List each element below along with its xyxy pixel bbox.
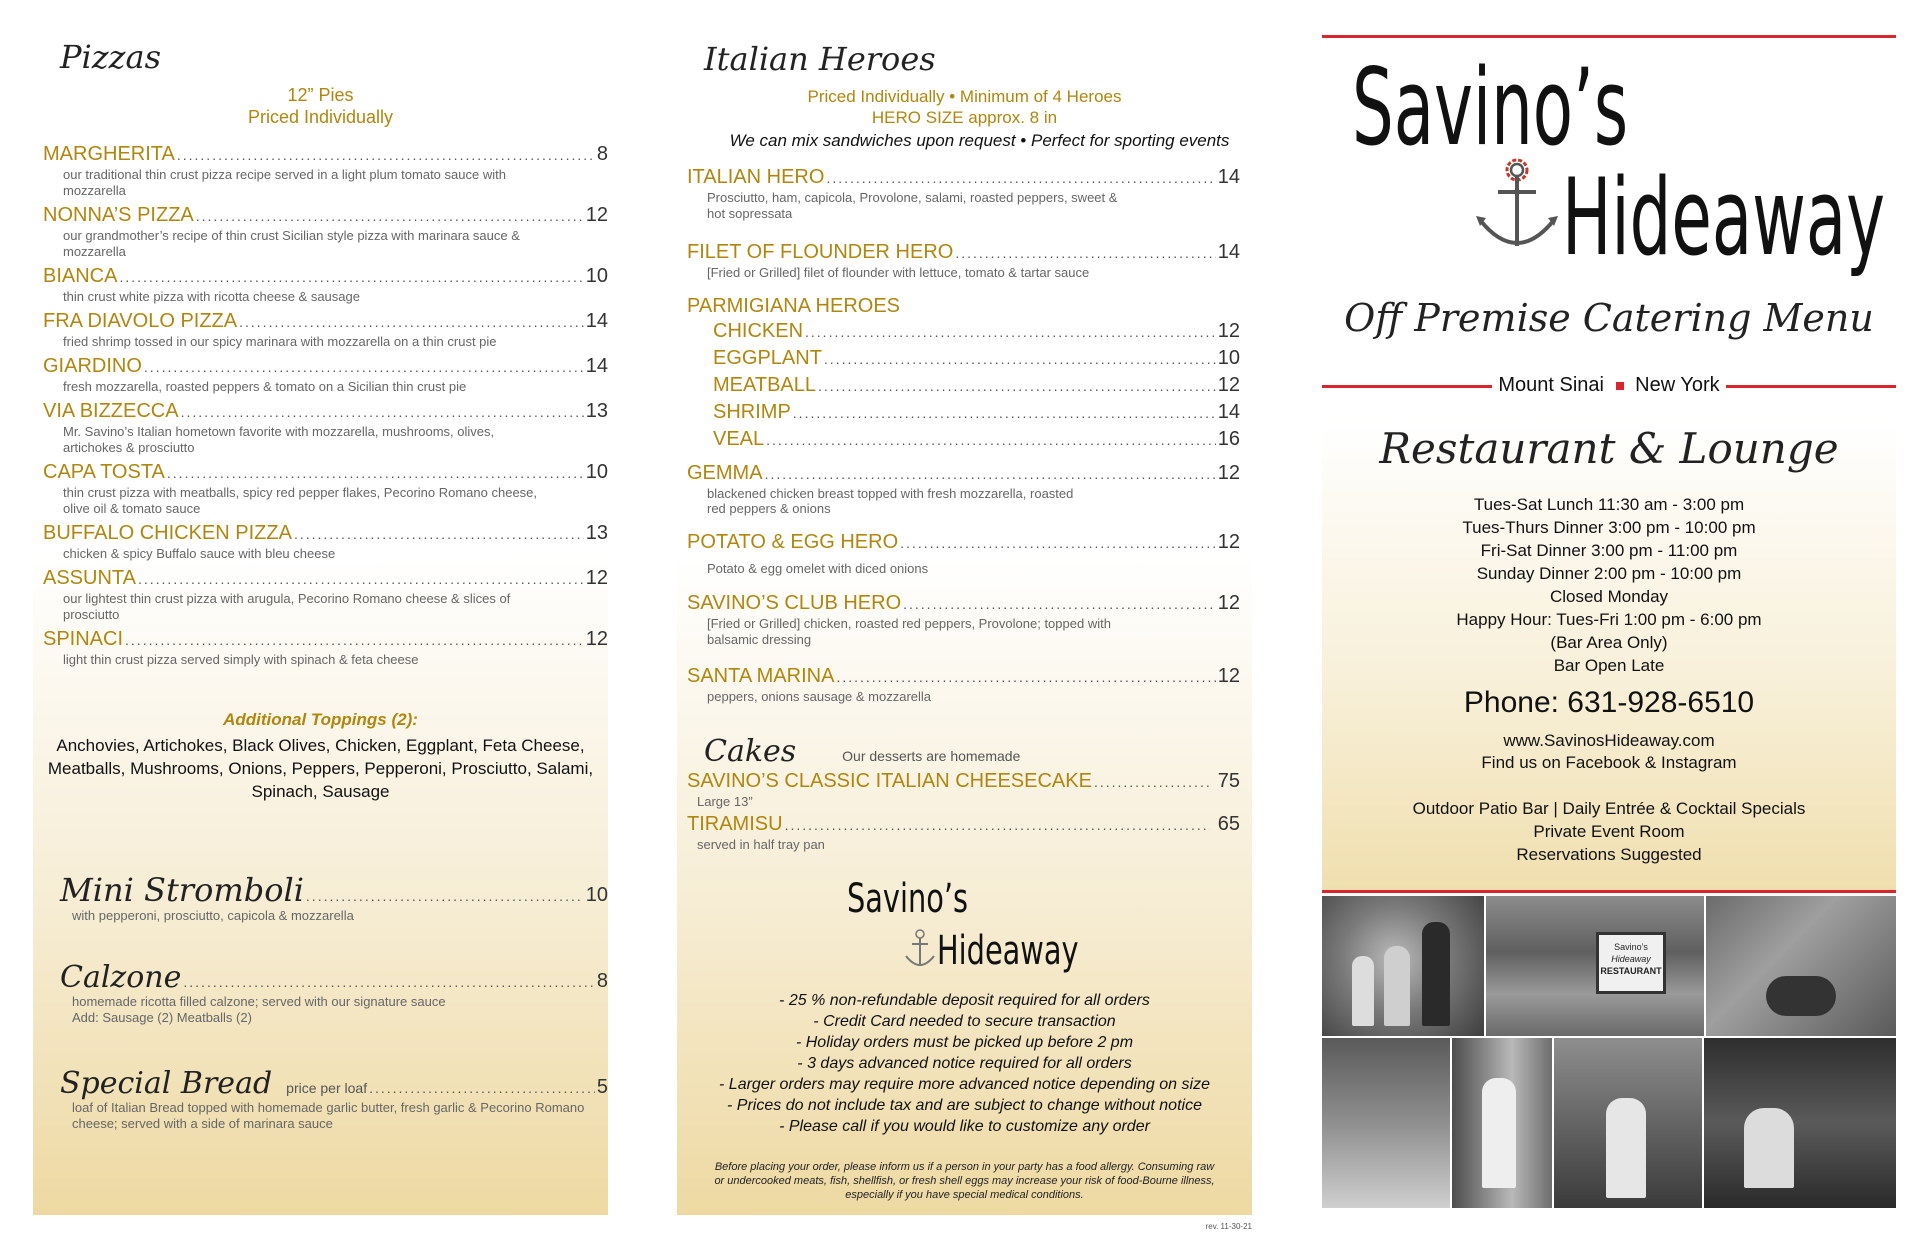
hours-line: Tues-Thurs Dinner 3:00 pm - 10:00 pm — [1462, 518, 1756, 537]
hero-item: ITALIAN HERO ..... 14 Prosciutto, ham, capicola, Provolone, salami, roasted peppers, sweet & hot sopressata — [687, 165, 1240, 222]
policy-line: - 3 days advanced notice required for all orders — [797, 1055, 1132, 1072]
photo-group-table — [1322, 1038, 1450, 1208]
pizza-name: SPINACI — [43, 628, 124, 650]
toppings-text: Anchovies, Artichokes, Black Olives, Chicken, Eggplant, Feta Cheese, Meatballs, Mushrooms, Onions, Peppers, Pepperoni, Prosciutto, Salami, Spinach, Sausage — [47, 736, 594, 801]
hero-item: SAVINO’S CLUB HERO ..... 12 [Fried or Grilled] chicken, roasted red peppers, Provolone; topped with balsamic dressing — [687, 591, 1240, 648]
pizza-desc: thin crust white pizza with ricotta cheese & sausage — [63, 289, 360, 304]
pizza-name: MARGHERITA — [43, 143, 175, 165]
pizza-desc: light thin crust pizza served simply with spinach & feta cheese — [63, 652, 419, 667]
location-row — [1322, 374, 1896, 398]
hours-line: Fri-Sat Dinner 3:00 pm - 11:00 pm — [1480, 541, 1738, 560]
policy-line: - Please call if you would like to customize any order — [779, 1118, 1150, 1135]
hero-item: SANTA MARINA ..... 12 peppers, onions sausage & mozzarella — [687, 664, 1240, 705]
pizza-item — [43, 142, 608, 199]
pizza-name: GIARDINO — [43, 355, 142, 377]
pizza-name: VIA BIZZECCA — [43, 400, 179, 422]
photo-street-scooter — [1706, 896, 1896, 1036]
hours-list — [1322, 493, 1896, 677]
features-list — [1322, 797, 1896, 866]
pizzas-title: Pizzas — [60, 38, 161, 76]
stromboli-title: Mini Stromboli — [60, 871, 304, 909]
pizza-desc: Mr. Savino’s Italian hometown favorite with mozzarella, mushrooms, olives, artichokes & prosciutto — [63, 424, 495, 455]
feature-line: Reservations Suggested — [1516, 845, 1702, 864]
allergy-note: Before placing your order, please inform us if a person in your party has a food allergy. Consuming raw or undercooked meats, fish, shellfish, or fresh shell eggs may increase your risk of food-Bourne illness, especially if you have special medical conditions. — [714, 1161, 1215, 1201]
location-state: New York — [1635, 374, 1720, 396]
pizza-item — [43, 354, 608, 395]
website-link[interactable]: www.SavinosHideaway.com — [1503, 731, 1715, 750]
pizza-item — [43, 460, 608, 517]
calzone-price: 8 — [596, 970, 608, 992]
pizza-desc: thin crust pizza with meatballs, spicy red pepper flakes, Pecorino Romano cheese, olive oil & tomato sauce — [63, 485, 538, 516]
small-logo: Savino’s Hideaway — [847, 876, 1079, 974]
anchor-rope-icon — [1472, 154, 1562, 264]
photo-bartender — [1704, 1038, 1896, 1208]
sign-text3: RESTAURANT — [1600, 966, 1662, 976]
pizza-name: FRA DIAVOLO PIZZA — [43, 310, 238, 332]
panel-pizzas — [33, 0, 608, 1243]
pizza-item — [43, 309, 608, 350]
pizza-desc: fried shrimp tossed in our spicy marinara with mozzarella on a thin crust pie — [63, 334, 497, 349]
hours-line: Bar Open Late — [1553, 656, 1665, 675]
pizza-price: 12 — [585, 628, 608, 650]
parm-item: SHRIMP ..... 14 — [713, 399, 1240, 426]
location-dot-icon — [1616, 382, 1624, 390]
pizza-desc: fresh mozzarella, roasted peppers & tomato on a Sicilian thin crust pie — [63, 379, 467, 394]
restaurant-title: Restaurant & Lounge — [1379, 424, 1839, 473]
bread-note: price per loaf — [286, 1080, 368, 1096]
calzone-desc2: Add: Sausage (2) Meatballs (2) — [72, 1010, 252, 1025]
hero-item: POTATO & EGG HERO ..... 12 Potato & egg omelet with diced onions — [687, 530, 1240, 577]
photo-chef — [1554, 1038, 1702, 1208]
pizza-price: 8 — [596, 143, 608, 165]
photo-waiter — [1452, 1038, 1552, 1208]
pizza-name: NONNA’S PIZZA — [43, 204, 194, 226]
photo-band-red-line — [1322, 890, 1896, 893]
pizza-item — [43, 566, 608, 623]
feature-line: Private Event Room — [1533, 822, 1685, 841]
parm-item: MEATBALL ..... 12 — [713, 372, 1240, 399]
location-town: Mount Sinai — [1498, 374, 1604, 396]
revision-label: rev. 11-30-21 — [1205, 1222, 1252, 1231]
hours-line: Tues-Sat Lunch 11:30 am - 3:00 pm — [1473, 495, 1745, 514]
policy-line: - Prices do not include tax and are subject to change without notice — [727, 1097, 1202, 1114]
stromboli-price: 10 — [585, 884, 608, 906]
heroes-title: Italian Heroes — [704, 40, 936, 78]
hero-item: GEMMA ..... 12 blackened chicken breast topped with fresh mozzarella, roasted red peppers & onions — [687, 461, 1240, 516]
policy-line: - Credit Card needed to secure transaction — [813, 1013, 1116, 1030]
parm-item: CHICKEN ..... 12 — [713, 318, 1240, 345]
bread-price: 5 — [596, 1076, 608, 1098]
location-rule-right — [1726, 385, 1896, 388]
hours-line: Sunday Dinner 2:00 pm - 10:00 pm — [1476, 564, 1742, 583]
parm-title: PARMIGIANA HEROES — [687, 295, 901, 317]
parm-item: EGGPLANT ..... 10 — [713, 345, 1240, 372]
pizzas-sub1: 12” Pies — [287, 85, 354, 105]
pizza-price: 14 — [585, 310, 608, 332]
stromboli-desc: with pepperoni, prosciutto, capicola & mozzarella — [72, 908, 354, 923]
cake-item: TIRAMISU ..... 65 — [687, 812, 1240, 837]
hours-line: Happy Hour: Tues-Fri 1:00 pm - 6:00 pm — [1456, 610, 1762, 629]
location-rule-left — [1322, 385, 1492, 388]
pizzas-sub2: Priced Individually — [247, 107, 394, 127]
pizza-price: 10 — [585, 461, 608, 483]
pizza-list — [43, 142, 608, 672]
pizza-price: 10 — [585, 265, 608, 287]
pizza-price: 13 — [585, 522, 608, 544]
calzone-title: Calzone — [60, 960, 182, 995]
panel-info — [1322, 0, 1896, 1243]
pizza-desc: chicken & spicy Buffalo sauce with bleu cheese — [63, 546, 336, 561]
pizza-item — [43, 521, 608, 562]
photo-restaurant-sign — [1486, 896, 1704, 1036]
panel-heroes: Italian Heroes Priced Individually • Minimum of 4 Heroes HERO SIZE approx. 8 in We can mix sandwiches upon request • Perfect for sporting events ITALIAN HERO ..... 14 Prosciutto, ham, capicola, Provolone, salami, roasted peppers, sweet & hot sopressata FILET OF FLOUNDER HERO ..... 14 [Fried or Grilled] filet of flounder with lettuce, tomato & tartar sauce PARMIGIANA HEROES CHICKEN ..... 12 EGGPLANT ..... 10 MEATBALL ..... 12 SHRIMP ..... 14 VEAL ..... 16 GEMMA ..... 12 blackened chicken breast topped with fresh mozzarella, roasted red peppers & onions POTATO & EGG HERO ..... 12 Potato & egg omelet with diced onions SAVINO’S CLUB HERO ..... 12 [Fried or Grilled] chicken, roasted red peppers, Provolone; topped with balsamic dressing SANTA MARINA ..... 12 peppers, onions sausage & mozzarella Cakes Our desserts are homemade SAVINO’S CLASSIC ITALIAN CHEESECAKE ..... 75 Large 13” TIRAMISU ..... 65 served in half tray pan Savino’s Hideaway - 25 % non-refundable deposit required for all orders - Credit Card needed to secure transaction - Holiday orders must be picked up before 2 pm - 3 days advanced notice required for all orders - Larger orders may require more advanced notice depending on size - Prices do not include tax and are subject to change without notice - Please call if you would like to customize any order Before placing your order, please inform us if a person in your party has a food allergy. Consuming raw or undercooked meats, fish, shellfish, or fresh shell eggs may increase your risk of food-Bourne illness, especially if you have special medical conditions. rev. 11-30-21 — [677, 0, 1252, 1243]
heroes-sub1: Priced Individually • Minimum of 4 Heroes — [807, 87, 1122, 106]
calzone-desc1: homemade ricotta filled calzone; served with our signature sauce — [72, 994, 446, 1009]
pizza-item — [43, 399, 608, 456]
toppings-title: Additional Toppings (2): — [223, 710, 418, 729]
sign-text1: Savino’s — [1614, 942, 1648, 952]
pizza-item — [43, 203, 608, 260]
anchor-icon — [902, 928, 938, 972]
policy-line: - Larger orders may require more advanced notice depending on size — [719, 1076, 1210, 1093]
pizza-name: CAPA TOSTA — [43, 461, 165, 483]
sign-text2: Hideaway — [1611, 954, 1651, 964]
cake-item: SAVINO’S CLASSIC ITALIAN CHEESECAKE ..... 75 — [687, 769, 1240, 794]
heroes-sub2: HERO SIZE approx. 8 in — [871, 108, 1058, 127]
cakes-note: Our desserts are homemade — [842, 748, 1021, 764]
phone[interactable]: Phone: 631-928-6510 — [1463, 686, 1755, 719]
catering-title: Off Premise Catering Menu — [1344, 296, 1874, 340]
pizza-desc: our lightest thin crust pizza with arugula, Pecorino Romano cheese & slices of prosciutto — [63, 591, 511, 622]
pizza-price: 13 — [585, 400, 608, 422]
pizza-price: 12 — [585, 567, 608, 589]
top-red-line — [1322, 35, 1896, 38]
pizza-price: 12 — [585, 204, 608, 226]
policy-list — [677, 990, 1252, 1137]
pizza-desc: our grandmother’s recipe of thin crust Sicilian style pizza with marinara sauce & mozzarella — [63, 228, 520, 259]
feature-line: Outdoor Patio Bar | Daily Entrée & Cocktail Specials — [1412, 799, 1806, 818]
pizza-item — [43, 627, 608, 668]
heroes-note: We can mix sandwiches upon request • Perfect for sporting events — [729, 131, 1230, 150]
parm-item: VEAL ..... 16 — [713, 426, 1240, 453]
policy-line: - 25 % non-refundable deposit required for all orders — [779, 992, 1150, 1009]
policy-line: - Holiday orders must be picked up before 2 pm — [795, 1034, 1134, 1051]
hero-item: FILET OF FLOUNDER HERO ..... 14 [Fried or Grilled] filet of flounder with lettuce, tomato & tartar sauce — [687, 240, 1240, 281]
social-text: Find us on Facebook & Instagram — [1481, 753, 1737, 772]
bread-desc: loaf of Italian Bread topped with homemade garlic butter, fresh garlic & Pecorino Romano cheese; served with a side of marinara sauce — [72, 1100, 585, 1131]
hours-line: Closed Monday — [1549, 587, 1669, 606]
hours-line: (Bar Area Only) — [1550, 633, 1668, 652]
main-logo: Savino’s Hideaway — [1352, 46, 1886, 279]
parm-list — [687, 318, 1240, 453]
cakes-title: Cakes — [704, 734, 797, 769]
pizza-name: ASSUNTA — [43, 567, 136, 589]
pizza-item — [43, 264, 608, 305]
pizza-desc: our traditional thin crust pizza recipe served in a light plum tomato sauce with mozzarella — [63, 167, 506, 198]
photo-family — [1322, 896, 1484, 1036]
bread-title: Special Bread — [60, 1066, 273, 1101]
pizza-name: BUFFALO CHICKEN PIZZA — [43, 522, 292, 544]
pizza-price: 14 — [585, 355, 608, 377]
pizza-name: BIANCA — [43, 265, 118, 287]
